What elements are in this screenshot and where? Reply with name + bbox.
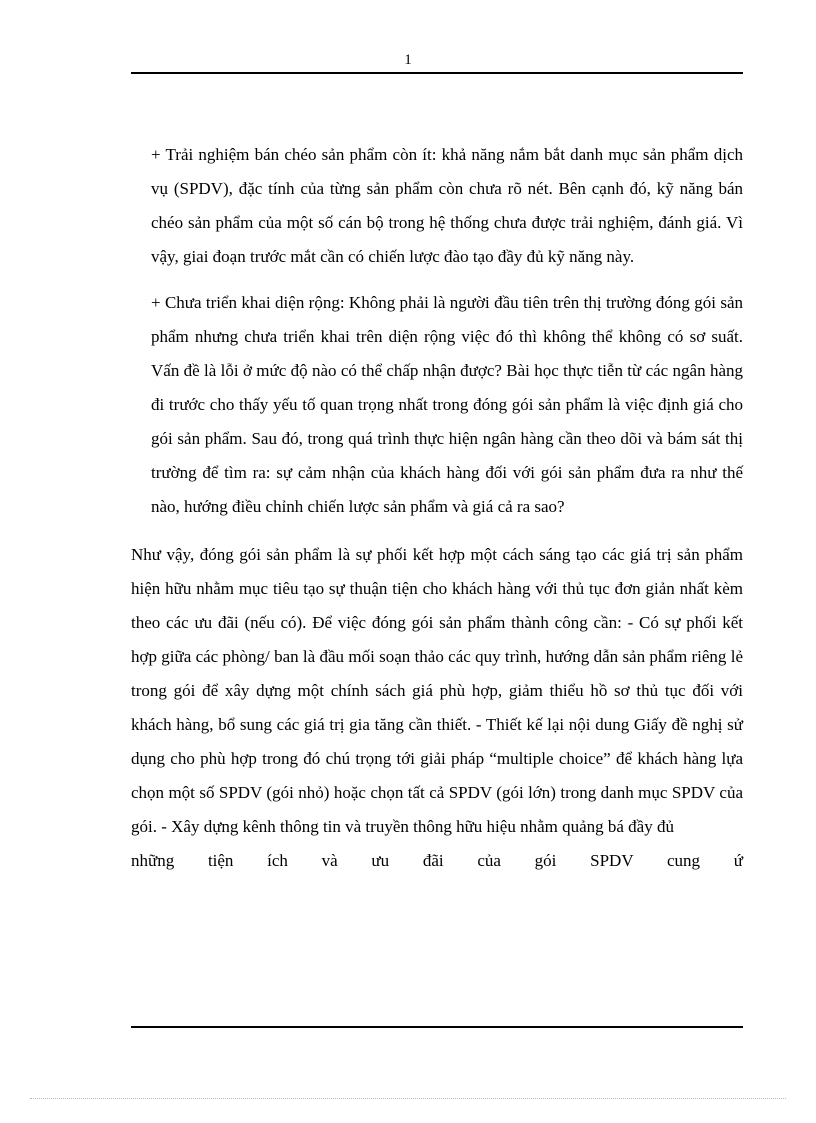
- paragraph-not-widely-deployed: + Chưa triển khai diện rộng: Không phải là người đầu tiên trên thị trường đóng gói sản phẩm nhưng chưa triển khai trên diện rộng việc đó thì không thể không có sơ suất. Vấn đề là lỗi ở mức độ nào có thể chấp nhận được? Bài học thực tiễn từ các ngân hàng đi trước cho thấy yếu tố quan trọng nhất trong đóng gói sản phẩm là việc định giá cho gói sản phẩm. Sau đó, trong quá trình thực hiện ngân hàng cần theo dõi và bám sát thị trường để tìm ra: sự cảm nhận của khách hàng đối với gói sản phẩm đưa ra như thế nào, hướng điều chỉnh chiến lược sản phẩm và giá cả ra sao?: [151, 293, 743, 516]
- paragraph-cross-selling: + Trải nghiệm bán chéo sản phẩm còn ít: khả năng nắm bắt danh mục sản phẩm dịch vụ (SPDV), đặc tính của từng sản phẩm còn chưa rõ nét. Bên cạnh đó, kỹ năng bán chéo sản phẩm của một số cán bộ trong hệ thống chưa được trải nghiệm, đánh giá. Vì vậy, giai đoạn trước mắt cần có chiến lược đào tạo đầy đủ kỹ năng này.: [151, 145, 743, 266]
- header-rule: [131, 72, 743, 74]
- footer-rule: [131, 1026, 743, 1028]
- paragraph-product-bundling-text: Như vậy, đóng gói sản phẩm là sự phối kết hợp một cách sáng tạo các giá trị sản phẩm hiện hữu nhằm mục tiêu tạo sự thuận tiện cho khách hàng với thủ tục đơn giản nhất kèm theo các ưu đãi (nếu có). Để việc đóng gói sản phẩm thành công cần: - Có sự phối kết hợp giữa các phòng/ ban là đầu mối soạn thảo các quy trình, hướng dẫn sản phẩm riêng lẻ trong gói để xây dựng một chính sách giá phù hợp, giảm thiểu hồ sơ thủ tục đối với khách hàng, bổ sung các giá trị gia tăng cần thiết. - Thiết kế lại nội dung Giấy đề nghị sử dụng cho phù hợp trong đó chú trọng tới giải pháp “multiple choice” để khách hàng lựa chọn một số SPDV (gói nhỏ) hoặc chọn tất cả SPDV (gói lớn) trong danh mục SPDV của gói. - Xây dựng kênh thông tin và truyền thông hữu hiệu nhằm quảng bá đầy đủ: [131, 545, 743, 836]
- paragraph-product-bundling: [131, 538, 743, 878]
- page-edge-dotted-line: [30, 1098, 786, 1099]
- paragraph-product-bundling-last-line: những tiện ích và ưu đãi của gói SPDV cung ứ: [131, 851, 743, 870]
- document-body: [131, 138, 743, 878]
- page-number: 1: [404, 52, 412, 68]
